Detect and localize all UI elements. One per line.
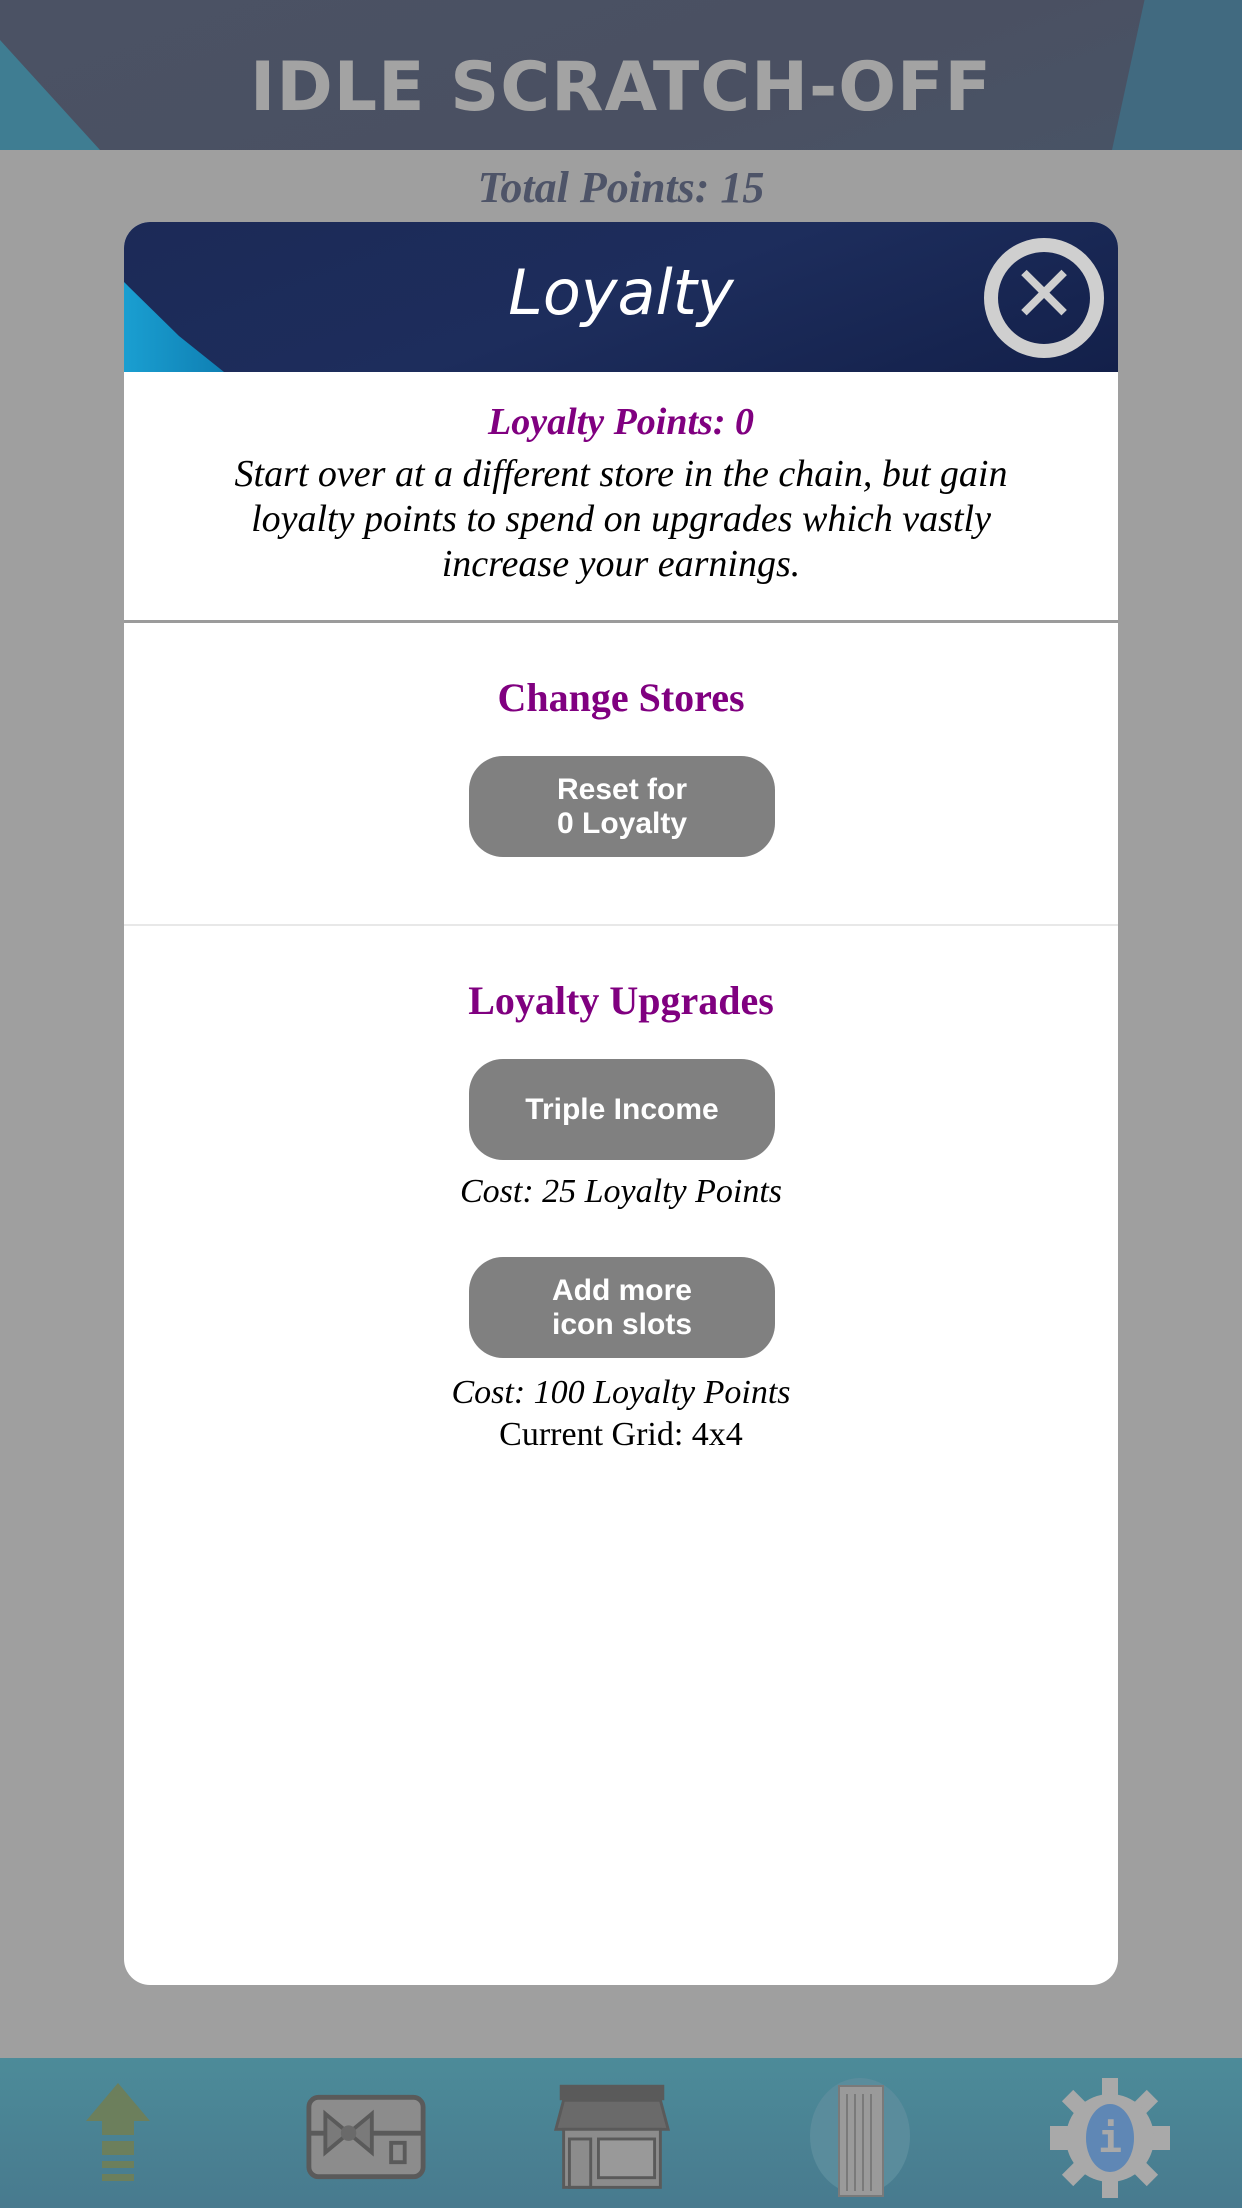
modal-header <box>124 222 1118 372</box>
loyalty-upgrades-heading: Loyalty Upgrades <box>468 978 774 1023</box>
reset-label: Reset for <box>556 772 688 806</box>
total-points: Total Points: 15 <box>477 163 765 212</box>
triple-income-cost: Cost: 25 Loyalty Points <box>459 1173 783 1210</box>
loyalty-modal <box>124 222 1118 1985</box>
slots-label: icon slots <box>551 1307 693 1341</box>
top-bar <box>0 0 1242 150</box>
settings-info-icon <box>1050 2078 1170 2198</box>
triple-income-label: Triple Income <box>525 1092 719 1126</box>
close-icon: ✕ <box>1011 250 1077 340</box>
app-title: IDLE SCRATCH-OFF <box>250 48 992 127</box>
nav-tickets[interactable] <box>306 2078 426 2198</box>
nav-upgrades[interactable] <box>58 2078 178 2198</box>
store-icon <box>552 2083 672 2193</box>
nav-chain[interactable] <box>800 2078 920 2198</box>
gift-card-icon <box>306 2093 426 2183</box>
upgrade-arrow-icon <box>78 2083 158 2193</box>
bottom-nav <box>0 2058 1242 2208</box>
divider <box>124 924 1118 926</box>
add-icon-slots-button[interactable] <box>469 1257 775 1358</box>
reset-label: 0 Loyalty <box>556 806 688 840</box>
nav-store[interactable] <box>552 2078 672 2198</box>
reset-button[interactable] <box>469 756 775 857</box>
building-icon <box>805 2076 915 2200</box>
modal-title: Loyalty <box>508 256 734 329</box>
current-grid: Current Grid: 4x4 <box>499 1416 743 1453</box>
triple-income-button[interactable] <box>469 1059 775 1160</box>
svg-text:i: i <box>1097 2116 1123 2162</box>
loyalty-points: Loyalty Points: 0 <box>488 401 754 443</box>
slots-label: Add more <box>551 1273 692 1307</box>
divider <box>124 620 1118 623</box>
loyalty-description: Start over at a different store in the chain, but gain loyalty points to spend on upgrades which vastly increase your earnings. <box>234 453 1008 585</box>
close-button[interactable] <box>984 238 1104 358</box>
change-stores-heading: Change Stores <box>497 675 745 720</box>
nav-settings[interactable] <box>1050 2078 1170 2198</box>
icon-slots-cost: Cost: 100 Loyalty Points <box>451 1374 791 1411</box>
